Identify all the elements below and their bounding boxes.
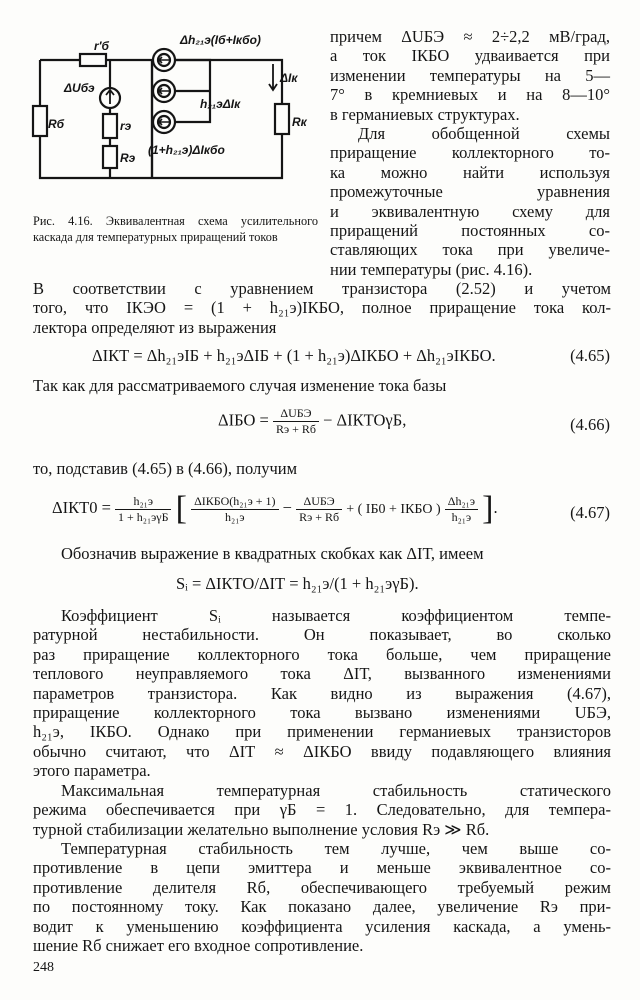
fraction	[191, 494, 278, 525]
paragraph-3	[33, 781, 611, 839]
eq-lhs: ΔIБО =	[218, 410, 269, 430]
side-line: ставляющих тока при увеличе-	[330, 240, 610, 260]
label-rk: Rк	[292, 115, 307, 129]
text-line: Максимальная температурная стабильность статического	[61, 781, 611, 800]
text-line: то, подставив (4.65) в (4.66), получим	[33, 459, 298, 478]
text-line: водит к уменьшению коэффициента усиления каскада, а умень-	[33, 916, 611, 936]
equation-4-66	[218, 406, 406, 437]
text-line: теплового неуправляемого тока ΔIТ, вызванного изменениями	[33, 664, 611, 684]
equation-4-67	[52, 490, 498, 528]
side-line: ка можно найти используя	[330, 162, 610, 182]
eq-lhs: ΔIКТ0 =	[52, 497, 111, 517]
denominator: Rэ + Rб	[299, 509, 340, 524]
text-line: Температурная стабильность тем лучше, чем выше со-	[61, 839, 611, 858]
denominator: h₂₁э	[451, 509, 472, 524]
side-line: в германиевых структурах.	[330, 104, 520, 124]
equation-number: (4.66)	[570, 415, 610, 434]
numerator: Δh₂₁э	[445, 494, 478, 510]
fraction	[115, 494, 171, 525]
text-line: В соответствии с уравнением транзистора (2.52) и учетом	[33, 279, 611, 298]
denominator: h₂₁э	[225, 509, 245, 524]
label-dh-top: Δh₂₁э(Iб+Iкбо)	[180, 33, 261, 47]
equation-4-65: ΔIКТ = Δh₂₁эIБ + h₂₁эΔIБ + (1 + h₂₁э)ΔIКБО + Δh₂₁эIКБО.	[92, 346, 496, 365]
text-line: режима обеспечивается при γБ = 1. Следовательно, для темпера-	[33, 800, 611, 820]
paragraph-1	[33, 279, 611, 337]
text-line: того, что IКЭО = (1 + h₂₁э)IКБО, полное приращение тока кол-	[33, 298, 611, 318]
numerator: ΔUБЭ	[296, 494, 342, 510]
text-line: Так как для рассматриваемого случая изменение тока базы	[33, 376, 447, 395]
numerator: h₂₁э	[115, 494, 171, 510]
denominator: 1 + h₂₁эγБ	[118, 509, 169, 524]
text-line: приращение коллекторного тока вызвано изменениями UБЭ,	[33, 702, 611, 722]
page-number: 248	[33, 960, 54, 975]
denominator: Rэ + Rб	[275, 422, 316, 436]
paragraph-base	[33, 376, 611, 395]
text-line: противление делителя Rб, обеспечивающего требуемый режим	[33, 877, 611, 897]
text-line: противление в цепи эмиттера и меньше эквивалентное со-	[33, 858, 611, 878]
side-line: а ток IКБО удваивается при	[330, 46, 610, 66]
eq-rhs: − ΔIКТОγБ,	[323, 410, 407, 430]
label-r-prime: r′б	[94, 39, 109, 53]
plus-term: + ( IБ0 + IКБО )	[346, 501, 441, 517]
paragraph-2	[33, 606, 611, 781]
equivalent-circuit-figure	[30, 18, 320, 200]
text-line: этого параметра.	[33, 761, 151, 781]
text-line: ратурной нестабильности. Он показывает, во сколько	[33, 625, 611, 645]
text-line: раз приращение коллекторного тока больше, чем приращение	[33, 644, 611, 664]
side-line: изменении температуры на 5—	[330, 65, 610, 85]
minus-sign: −	[282, 497, 292, 517]
paragraph-4	[33, 839, 611, 955]
side-line: Для обобщенной схемы	[358, 123, 610, 143]
numerator: ΔIКБО(h₂₁э + 1)	[191, 494, 278, 510]
fraction	[445, 494, 478, 525]
end-period: .	[493, 497, 498, 517]
side-text	[330, 27, 610, 279]
side-line: приращений постоянных со-	[330, 220, 610, 240]
side-line: и эквивалентную схему для	[330, 201, 610, 221]
fraction	[296, 494, 342, 525]
text-line: по постоянному току. Как показано далее, увеличение Rэ при-	[33, 897, 611, 917]
paragraph-then	[33, 459, 611, 478]
label-h21-dik: h₂₁эΔIк	[200, 97, 241, 111]
fraction	[273, 406, 319, 437]
label-bottom-source: (1+h₂₁э)ΔIкбо	[148, 143, 225, 157]
label-re-small: rэ	[120, 119, 132, 133]
label-rb: Rб	[48, 117, 65, 131]
equation-number: (4.67)	[570, 503, 610, 522]
paragraph-denote	[33, 544, 611, 563]
right-bracket: ]	[482, 490, 494, 527]
text-line: h₂₁э, IКБО. Однако при применении германиевых транзисторов	[33, 722, 611, 742]
side-line: 7° в кремниевых и на 8—10°	[330, 85, 610, 105]
text-line: Коэффициент Sᵢ называется коэффициентом темпе-	[61, 606, 611, 625]
side-line: промежуточные уравнения	[330, 182, 610, 202]
equation-number: (4.65)	[570, 346, 610, 365]
text-line: параметров транзистора. Как видно из выражения (4.67),	[33, 683, 611, 703]
side-line: приращение коллекторного то-	[330, 143, 610, 163]
label-du-be: ΔUбэ	[64, 81, 95, 95]
text-line: шение Rб снижает его входное сопротивление.	[33, 935, 364, 955]
text-line: обычно считают, что ΔIТ ≈ ΔIКБО ввиду подавляющего влияния	[33, 741, 611, 761]
text-line: Обозначив выражение в квадратных скобках как ΔIТ, имеем	[61, 544, 484, 563]
label-re-big: Rэ	[120, 151, 136, 165]
left-bracket: [	[175, 490, 187, 527]
equation-si: Sᵢ = ΔIКТО/ΔIТ = h₂₁э/(1 + h₂₁эγБ).	[176, 574, 419, 593]
text-line: турной стабилизации желательно выполнение условия Rэ ≫ Rб.	[33, 819, 490, 839]
figure-caption: Рис. 4.16. Эквивалентная схема усилительного каскада для температурных приращений токов	[33, 214, 318, 244]
label-dik: ΔIк	[280, 71, 298, 85]
numerator: ΔUБЭ	[273, 406, 319, 422]
text-line: лектора определяют из выражения	[33, 317, 277, 337]
side-line: нии температуры (рис. 4.16).	[330, 259, 533, 279]
side-line: причем ΔUБЭ ≈ 2÷2,2 мВ/град,	[330, 27, 610, 46]
